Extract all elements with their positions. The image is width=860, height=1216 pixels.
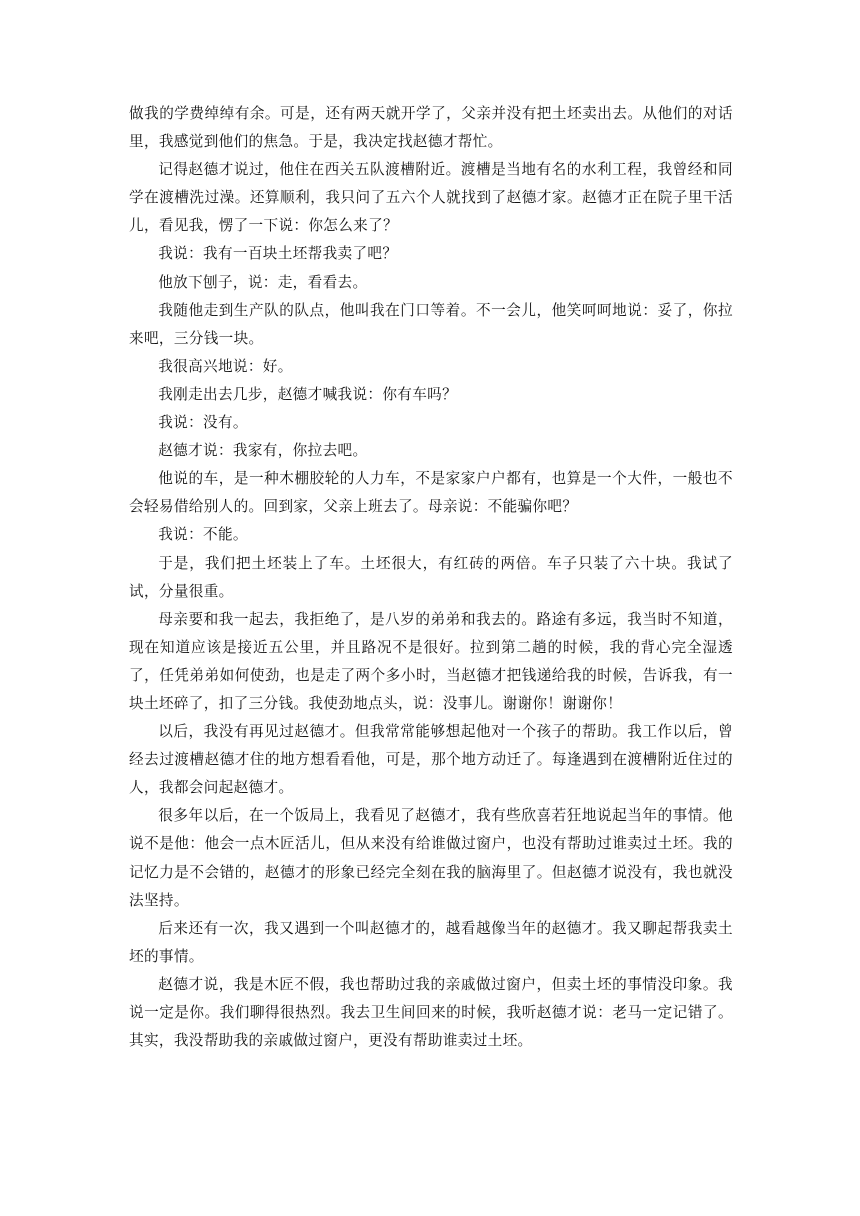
paragraph-10: 他说的车，是一种木棚胶轮的人力车，不是家家户户都有，也算是一个大件，一般也不会轻易借给别人的。回到家，父亲上班去了。母亲说：不能骗你吧？	[129, 470, 733, 516]
paragraph-6: 我很高兴地说：好。	[158, 357, 293, 375]
paragraph-13: 母亲要和我一起去，我拒绝了，是八岁的弟弟和我去的。路途有多远，我当时不知道，现在知道应该是接近五公里，并且路况不是很好。拉到第二趟的时候，我的背心完全湿透了，任凭弟弟如何使劲，也是走了两个多小时，当赵德才把钱递给我的时候，告诉我，有一块土坯碎了，扣了三分钱。我使劲地点头，说：没事儿。谢谢你！谢谢你！	[129, 610, 733, 712]
paragraph-12: 于是，我们把土坯装上了车。土坯很大，有红砖的两倍。车子只装了六十块。我试了试，分量很重。	[129, 554, 733, 600]
paragraph-9: 赵德才说：我家有，你拉去吧。	[158, 442, 368, 460]
paragraph-14: 以后，我没有再见过赵德才。但我常常能够想起他对一个孩子的帮助。我工作以后，曾经去过渡槽赵德才住的地方想看看他，可是，那个地方动迁了。每逢遇到在渡槽附近住过的人，我都会问起赵德才。	[129, 723, 733, 797]
paragraph-1: 做我的学费绰绰有余。可是，还有两天就开学了，父亲并没有把土坯卖出去。从他们的对话里，我感觉到他们的焦急。于是，我决定找赵德才帮忙。	[129, 105, 733, 151]
paragraph-17: 赵德才说，我是木匠不假，我也帮助过我的亲戚做过窗户，但卖土坯的事情没印象。我说一定是你。我们聊得很热烈。我去卫生间回来的时候，我听赵德才说：老马一定记错了。其实，我没帮助我的亲戚做过窗户，更没有帮助谁卖过土坯。	[129, 975, 733, 1050]
paragraph-8: 我说：没有。	[158, 414, 248, 432]
paragraph-5: 我随他走到生产队的队点，他叫我在门口等着。不一会儿，他笑呵呵地说：妥了，你拉来吧，三分钱一块。	[129, 301, 733, 347]
document-page	[129, 100, 733, 1055]
paragraph-4: 他放下刨子，说：走，看看去。	[158, 273, 368, 291]
paragraph-3: 我说：我有一百块土坯帮我卖了吧？	[158, 245, 398, 263]
paragraph-11: 我说：不能。	[158, 526, 248, 544]
paragraph-7: 我刚走出去几步，赵德才喊我说：你有车吗？	[158, 385, 458, 403]
paragraph-2: 记得赵德才说过，他住在西关五队渡槽附近。渡槽是当地有名的水利工程，我曾经和同学在渡槽洗过澡。还算顺利，我只问了五六个人就找到了赵德才家。赵德才正在院子里干活儿，看见我，愣了一下说：你怎么来了？	[129, 161, 733, 235]
paragraph-15: 很多年以后，在一个饭局上，我看见了赵德才，我有些欣喜若狂地说起当年的事情。他说不是他：他会一点木匠活儿，但从来没有给谁做过窗户，也没有帮助过谁卖过土坯。我的记忆力是不会错的，赵德才的形象已经完全刻在我的脑海里了。但赵德才说没有，我也就没法坚持。	[129, 807, 733, 909]
paragraph-16: 后来还有一次，我又遇到一个叫赵德才的，越看越像当年的赵德才。我又聊起帮我卖土坯的事情。	[129, 919, 733, 965]
